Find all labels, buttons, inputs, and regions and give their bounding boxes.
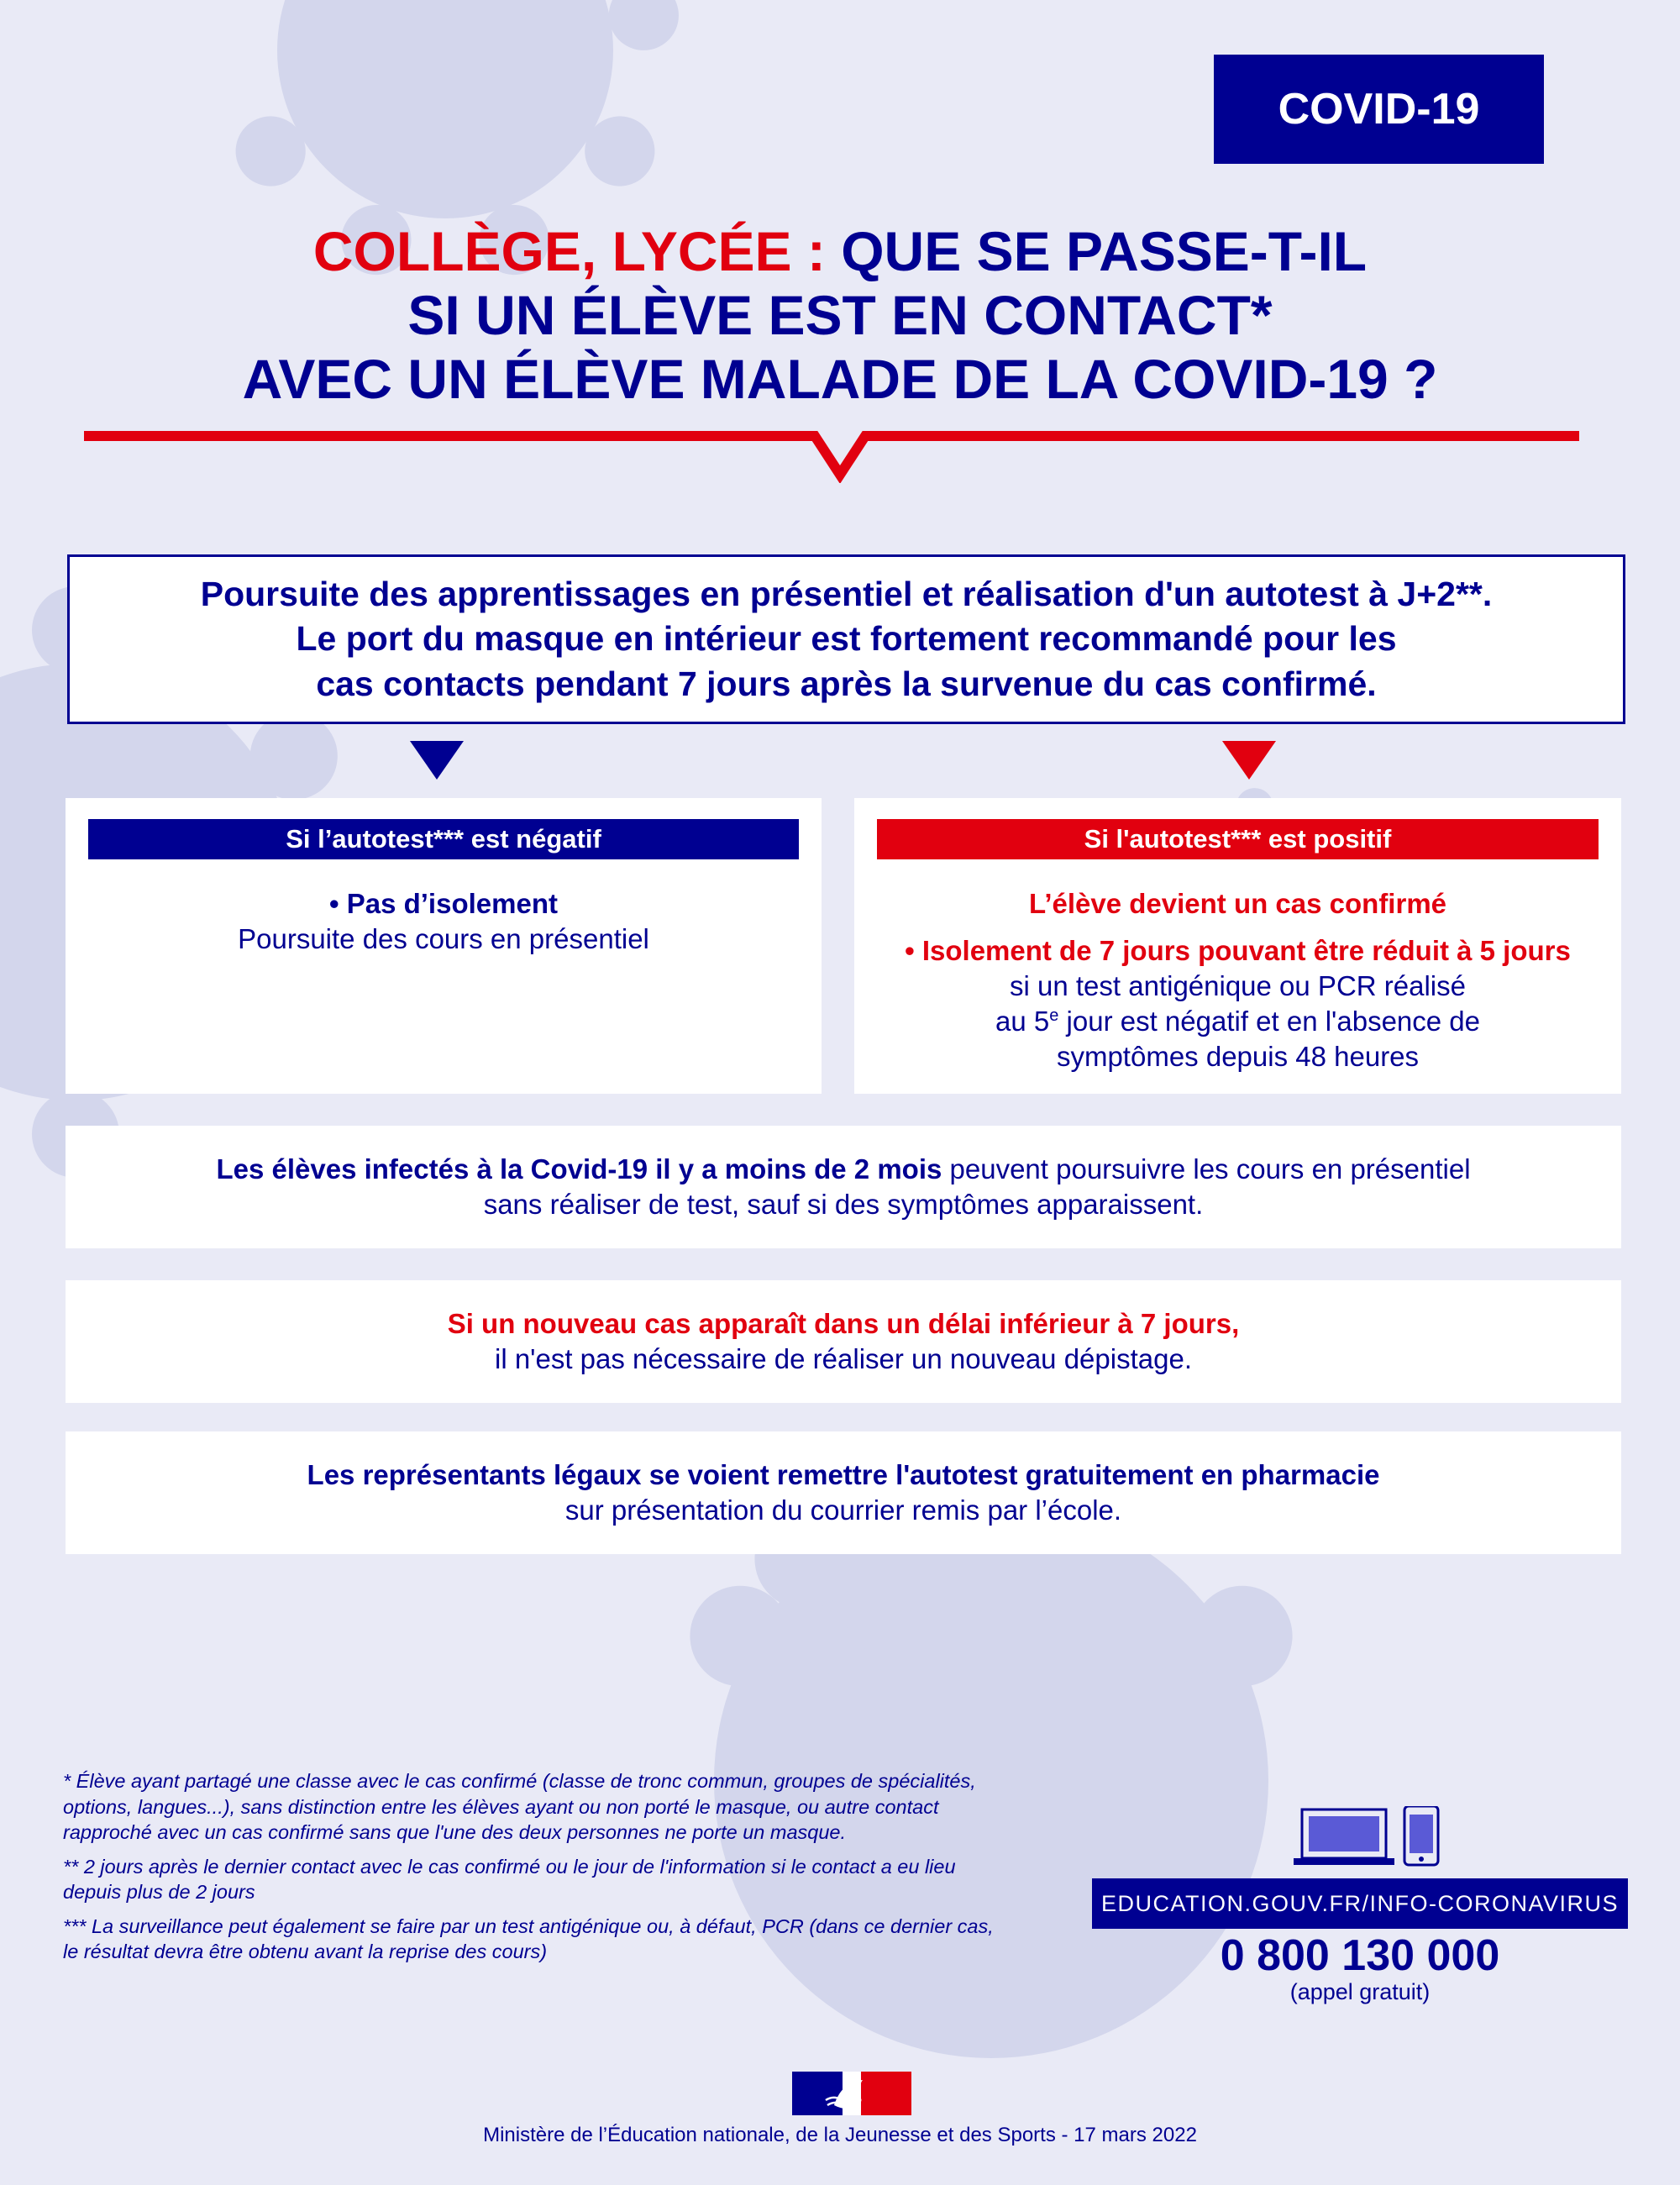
phone-icon	[1404, 1806, 1438, 1865]
title-underline	[84, 424, 1579, 483]
info2-line-2: il n'est pas nécessaire de réaliser un nouveau dépistage.	[495, 1343, 1192, 1374]
arrow-down-red-icon	[1222, 741, 1276, 780]
positive-line-2	[854, 1004, 1621, 1039]
positive-result-panel	[854, 798, 1621, 1094]
positive-line-2-end: jour est négatif et en l'absence de	[1058, 1005, 1480, 1037]
arrow-down-blue-icon	[410, 741, 464, 780]
negative-text: Poursuite des cours en présentiel	[238, 922, 649, 954]
title-line-1	[84, 220, 1596, 284]
negative-bullet: • Pas d’isolement	[329, 888, 558, 919]
positive-body	[854, 886, 1621, 1074]
negative-body	[66, 886, 822, 957]
negative-header: Si l’autotest*** est négatif	[88, 819, 799, 859]
title-line-3: AVEC UN ÉLÈVE MALADE DE LA COVID-19 ?	[242, 347, 1438, 410]
info-box-pharmacy	[66, 1431, 1621, 1554]
covid-badge: COVID-19	[1214, 55, 1544, 164]
positive-header: Si l'autotest*** est positif	[877, 819, 1599, 859]
positive-line-1: si un test antigénique ou PCR réalisé	[1010, 969, 1466, 1001]
info-box-recent-infection	[66, 1126, 1621, 1248]
title-line-1-rest: QUE SE PASSE-T-IL	[841, 220, 1368, 282]
info-box-new-case	[66, 1280, 1621, 1403]
info1-line-1	[216, 1152, 1470, 1187]
footnote-2: ** 2 jours après le dernier contact avec le cas confirmé ou le jour de l'information si le contact a eu lieu depuis plus de 2 jours	[63, 1855, 956, 1904]
laptop-icon	[1294, 1809, 1394, 1865]
intro-line-2: Le port du masque en intérieur est fortement recommandé pour les	[296, 619, 1397, 659]
intro-box	[67, 554, 1625, 724]
marianne-logo	[792, 2072, 911, 2115]
info1-line-2: sans réaliser de test, sauf si des symptômes apparaissent.	[483, 1189, 1204, 1220]
info3-line-1: Les représentants légaux se voient remettre l'autotest gratuitement en pharmacie	[307, 1459, 1380, 1491]
phone-number: 0 800 130 000	[1220, 1931, 1500, 1980]
positive-line-2-start: au 5	[995, 1005, 1050, 1037]
info1-bold: Les élèves infectés à la Covid-19 il y a moins de 2 mois	[216, 1153, 942, 1185]
info-url-link[interactable]: EDUCATION.GOUV.FR/INFO-CORONAVIRUS	[1092, 1878, 1628, 1929]
title-red-part: COLLÈGE, LYCÉE :	[312, 220, 826, 282]
info1-rest: peuvent poursuivre les cours en présentiel	[942, 1153, 1471, 1185]
phone-note: (appel gratuit)	[1289, 1979, 1431, 2004]
positive-status: L’élève devient un cas confirmé	[1028, 888, 1447, 919]
positive-bullet: • Isolement de 7 jours pouvant être réduit à 5 jours	[905, 934, 1571, 966]
footer-credit: Ministère de l’Éducation nationale, de la Jeunesse et des Sports - 17 mars 2022	[483, 2124, 1197, 2146]
intro-line-1: Poursuite des apprentissages en présentiel et réalisation d'un autotest à J+2**.	[200, 575, 1493, 614]
positive-line-2-sup: e	[1049, 1006, 1059, 1025]
footnotes	[63, 1768, 1012, 1973]
page-title	[84, 220, 1596, 412]
footnote-1: * Élève ayant partagé une classe avec le cas confirmé (classe de tronc commun, groupes de spécialités, options, langues...), sans distinction entre les élèves ayant ou non porté le masque, ou autre contact rapproché avec un cas confirmé sans que l'une des deux personnes ne porte un masque.	[63, 1770, 976, 1844]
footnote-3: *** La surveillance peut également se faire par un test antigénique ou, à défaut, PCR (dans ce dernier cas, le résultat devra être obtenu avant la reprise des cours)	[63, 1915, 994, 1963]
intro-line-3: cas contacts pendant 7 jours après la survenue du cas confirmé.	[316, 664, 1377, 703]
info3-line-2: sur présentation du courrier remis par l’école.	[564, 1494, 1122, 1526]
info2-line-1: Si un nouveau cas apparaît dans un délai inférieur à 7 jours,	[447, 1308, 1240, 1340]
positive-line-3: symptômes depuis 48 heures	[1056, 1040, 1420, 1072]
negative-result-panel	[66, 798, 822, 1094]
devices-icon	[1294, 1806, 1441, 1869]
title-line-2: SI UN ÉLÈVE EST EN CONTACT*	[407, 283, 1273, 346]
